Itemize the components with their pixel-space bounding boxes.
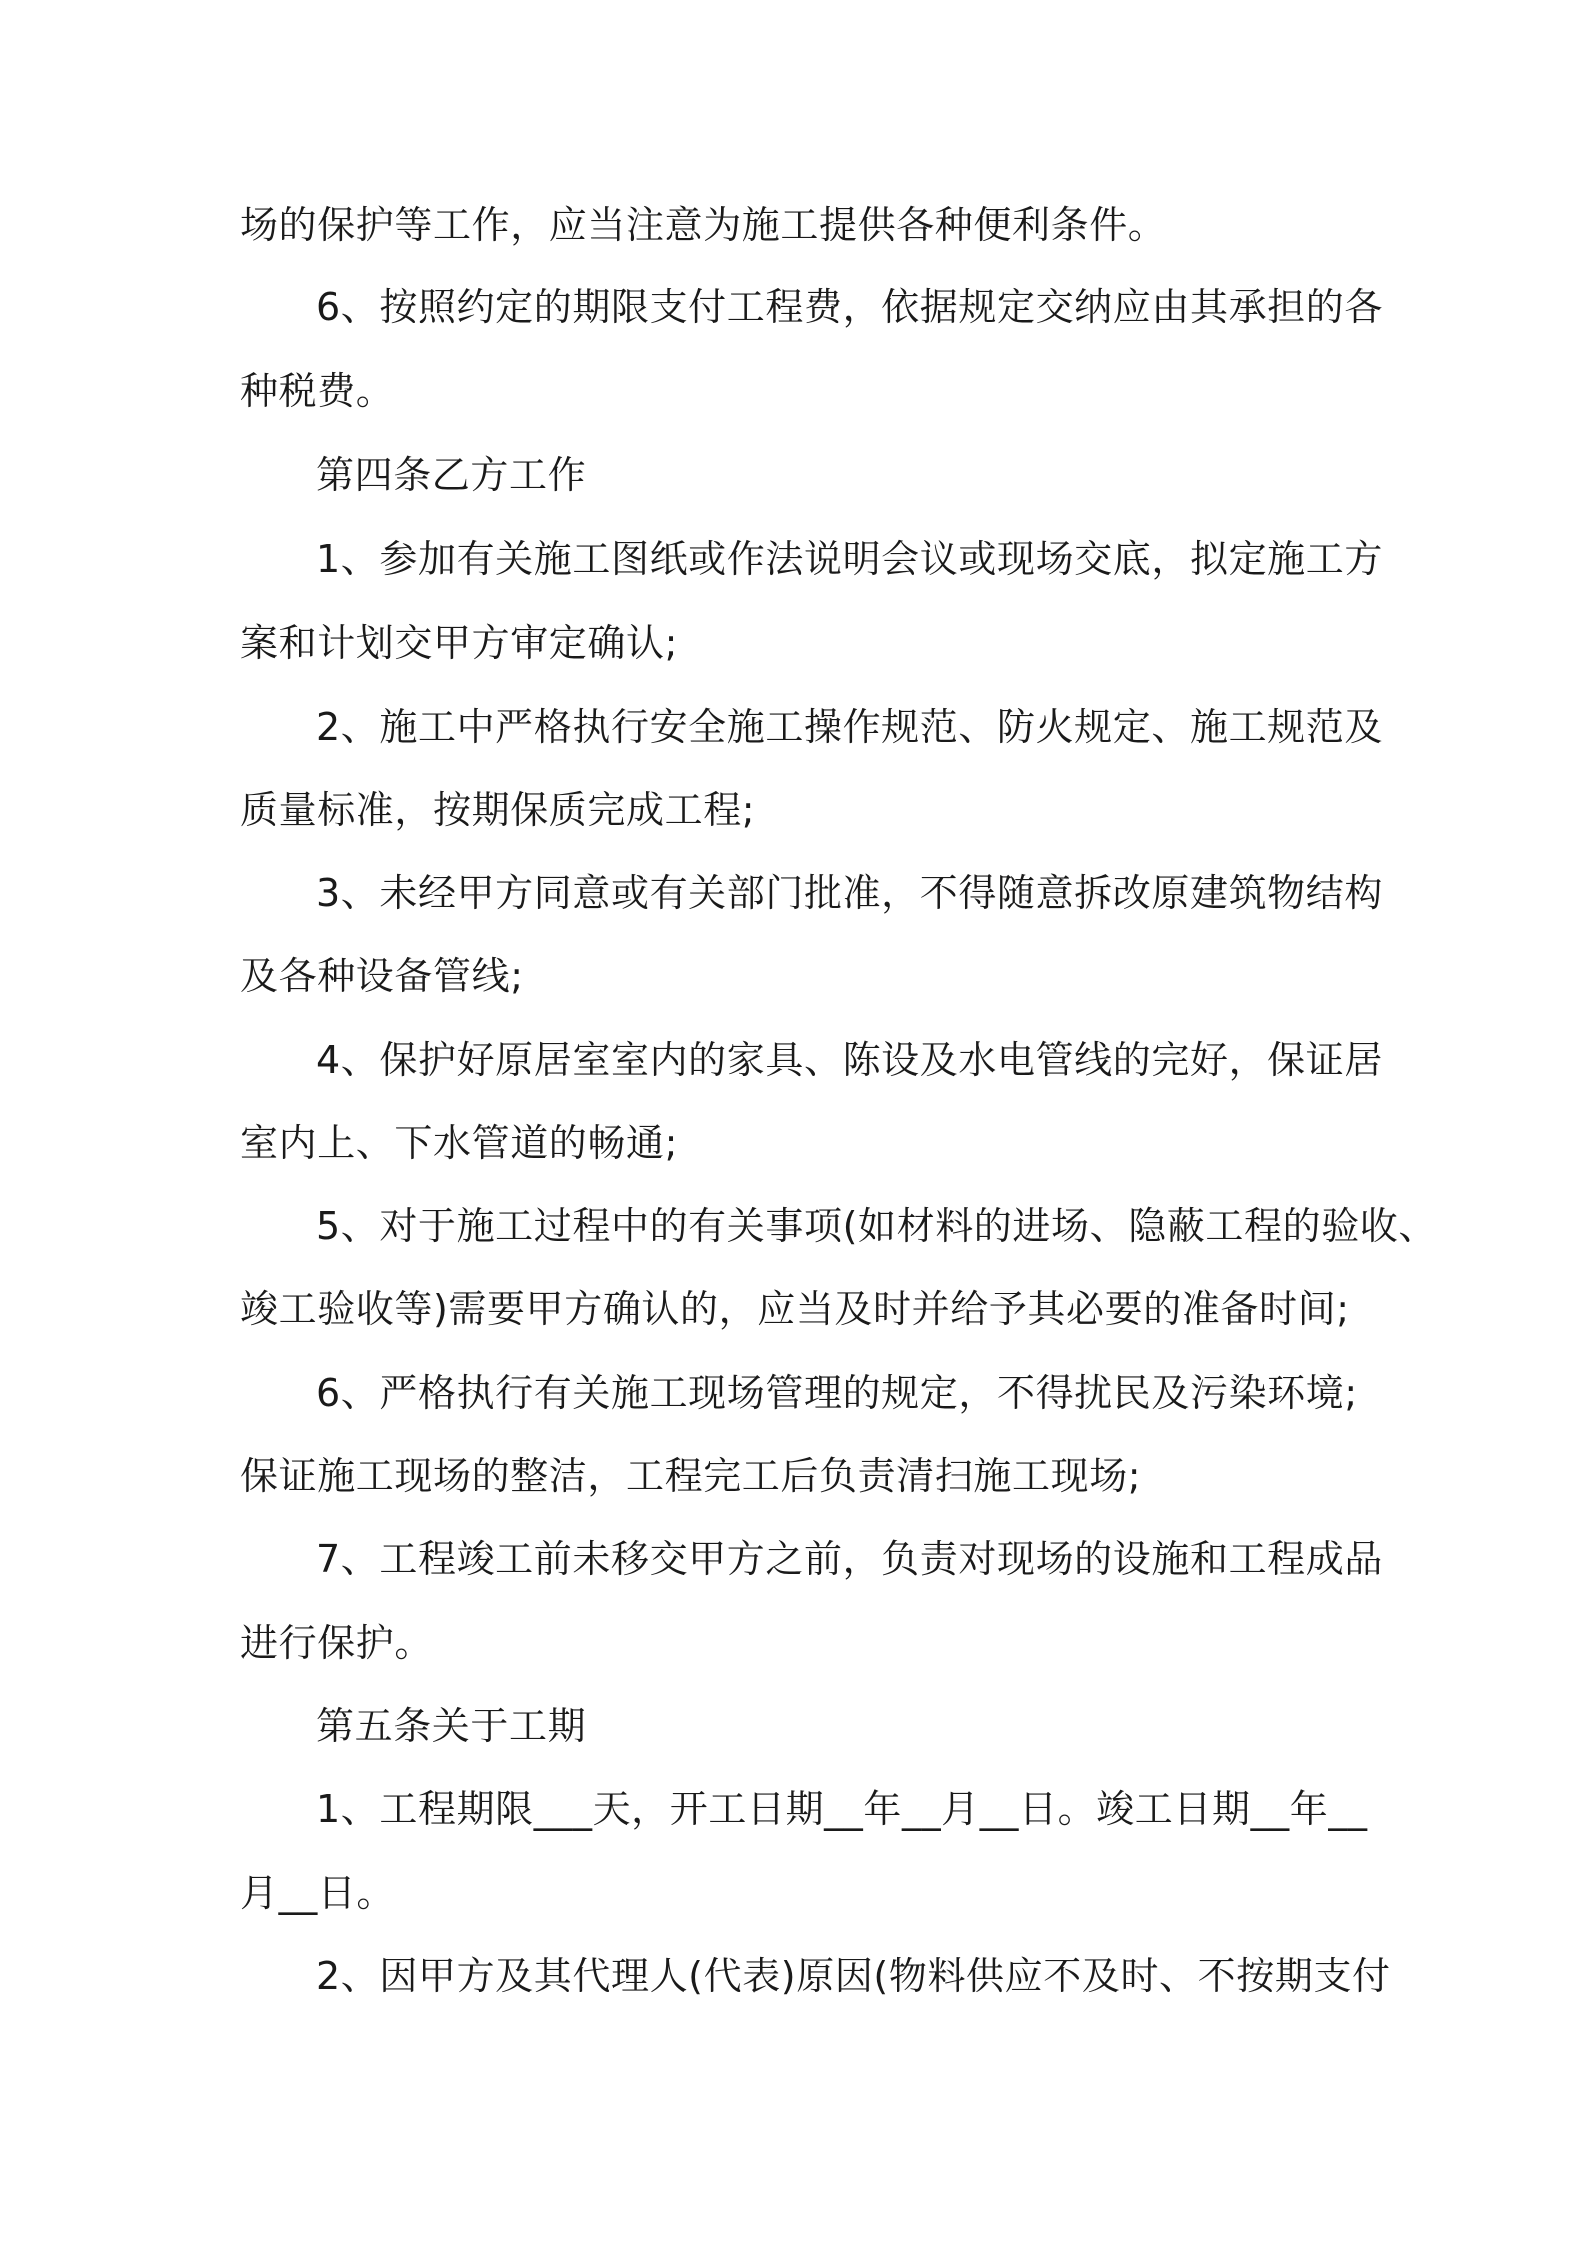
text-line: 5、对于施工过程中的有关事项(如材料的进场、隐蔽工程的验收、: [316, 1204, 1438, 1248]
text-line: 2、施工中严格执行安全施工操作规范、防火规定、施工规范及: [316, 705, 1383, 749]
text-line: 4、保护好原居室室内的家具、陈设及水电管线的完好，保证居: [316, 1038, 1383, 1082]
text-line: 及各种设备管线;: [240, 954, 524, 998]
text-line: 保证施工现场的整洁，工程完工后负责清扫施工现场;: [240, 1454, 1142, 1498]
text-line: 案和计划交甲方审定确认;: [240, 621, 679, 665]
text-line: 1、工程期限___天，开工日期__年__月__日。竣工日期__年__: [316, 1787, 1368, 1831]
text-line: 场的保护等工作，应当注意为施工提供各种便利条件。: [240, 203, 1167, 247]
text-line: 2、因甲方及其代理人(代表)原因(物料供应不及时、不按期支付: [316, 1954, 1391, 1998]
text-line: 进行保护。: [240, 1621, 434, 1665]
text-line: 1、参加有关施工图纸或作法说明会议或现场交底，拟定施工方: [316, 537, 1383, 581]
text-line: 室内上、下水管道的畅通;: [240, 1121, 679, 1165]
text-line: 6、严格执行有关施工现场管理的规定，不得扰民及污染环境;: [316, 1371, 1358, 1415]
text-line: 6、按照约定的期限支付工程费，依据规定交纳应由其承担的各: [316, 285, 1383, 329]
section-heading: 第四条乙方工作: [316, 453, 587, 497]
text-line: 3、未经甲方同意或有关部门批准，不得随意拆改原建筑物结构: [316, 871, 1383, 915]
text-line: 月__日。: [240, 1871, 396, 1915]
text-line: 7、工程竣工前未移交甲方之前，负责对现场的设施和工程成品: [316, 1537, 1383, 1581]
text-line: 质量标准，按期保质完成工程;: [240, 788, 756, 832]
section-heading: 第五条关于工期: [316, 1704, 587, 1748]
text-line: 竣工验收等)需要甲方确认的，应当及时并给予其必要的准备时间;: [240, 1287, 1350, 1331]
text-line: 种税费。: [240, 369, 395, 413]
